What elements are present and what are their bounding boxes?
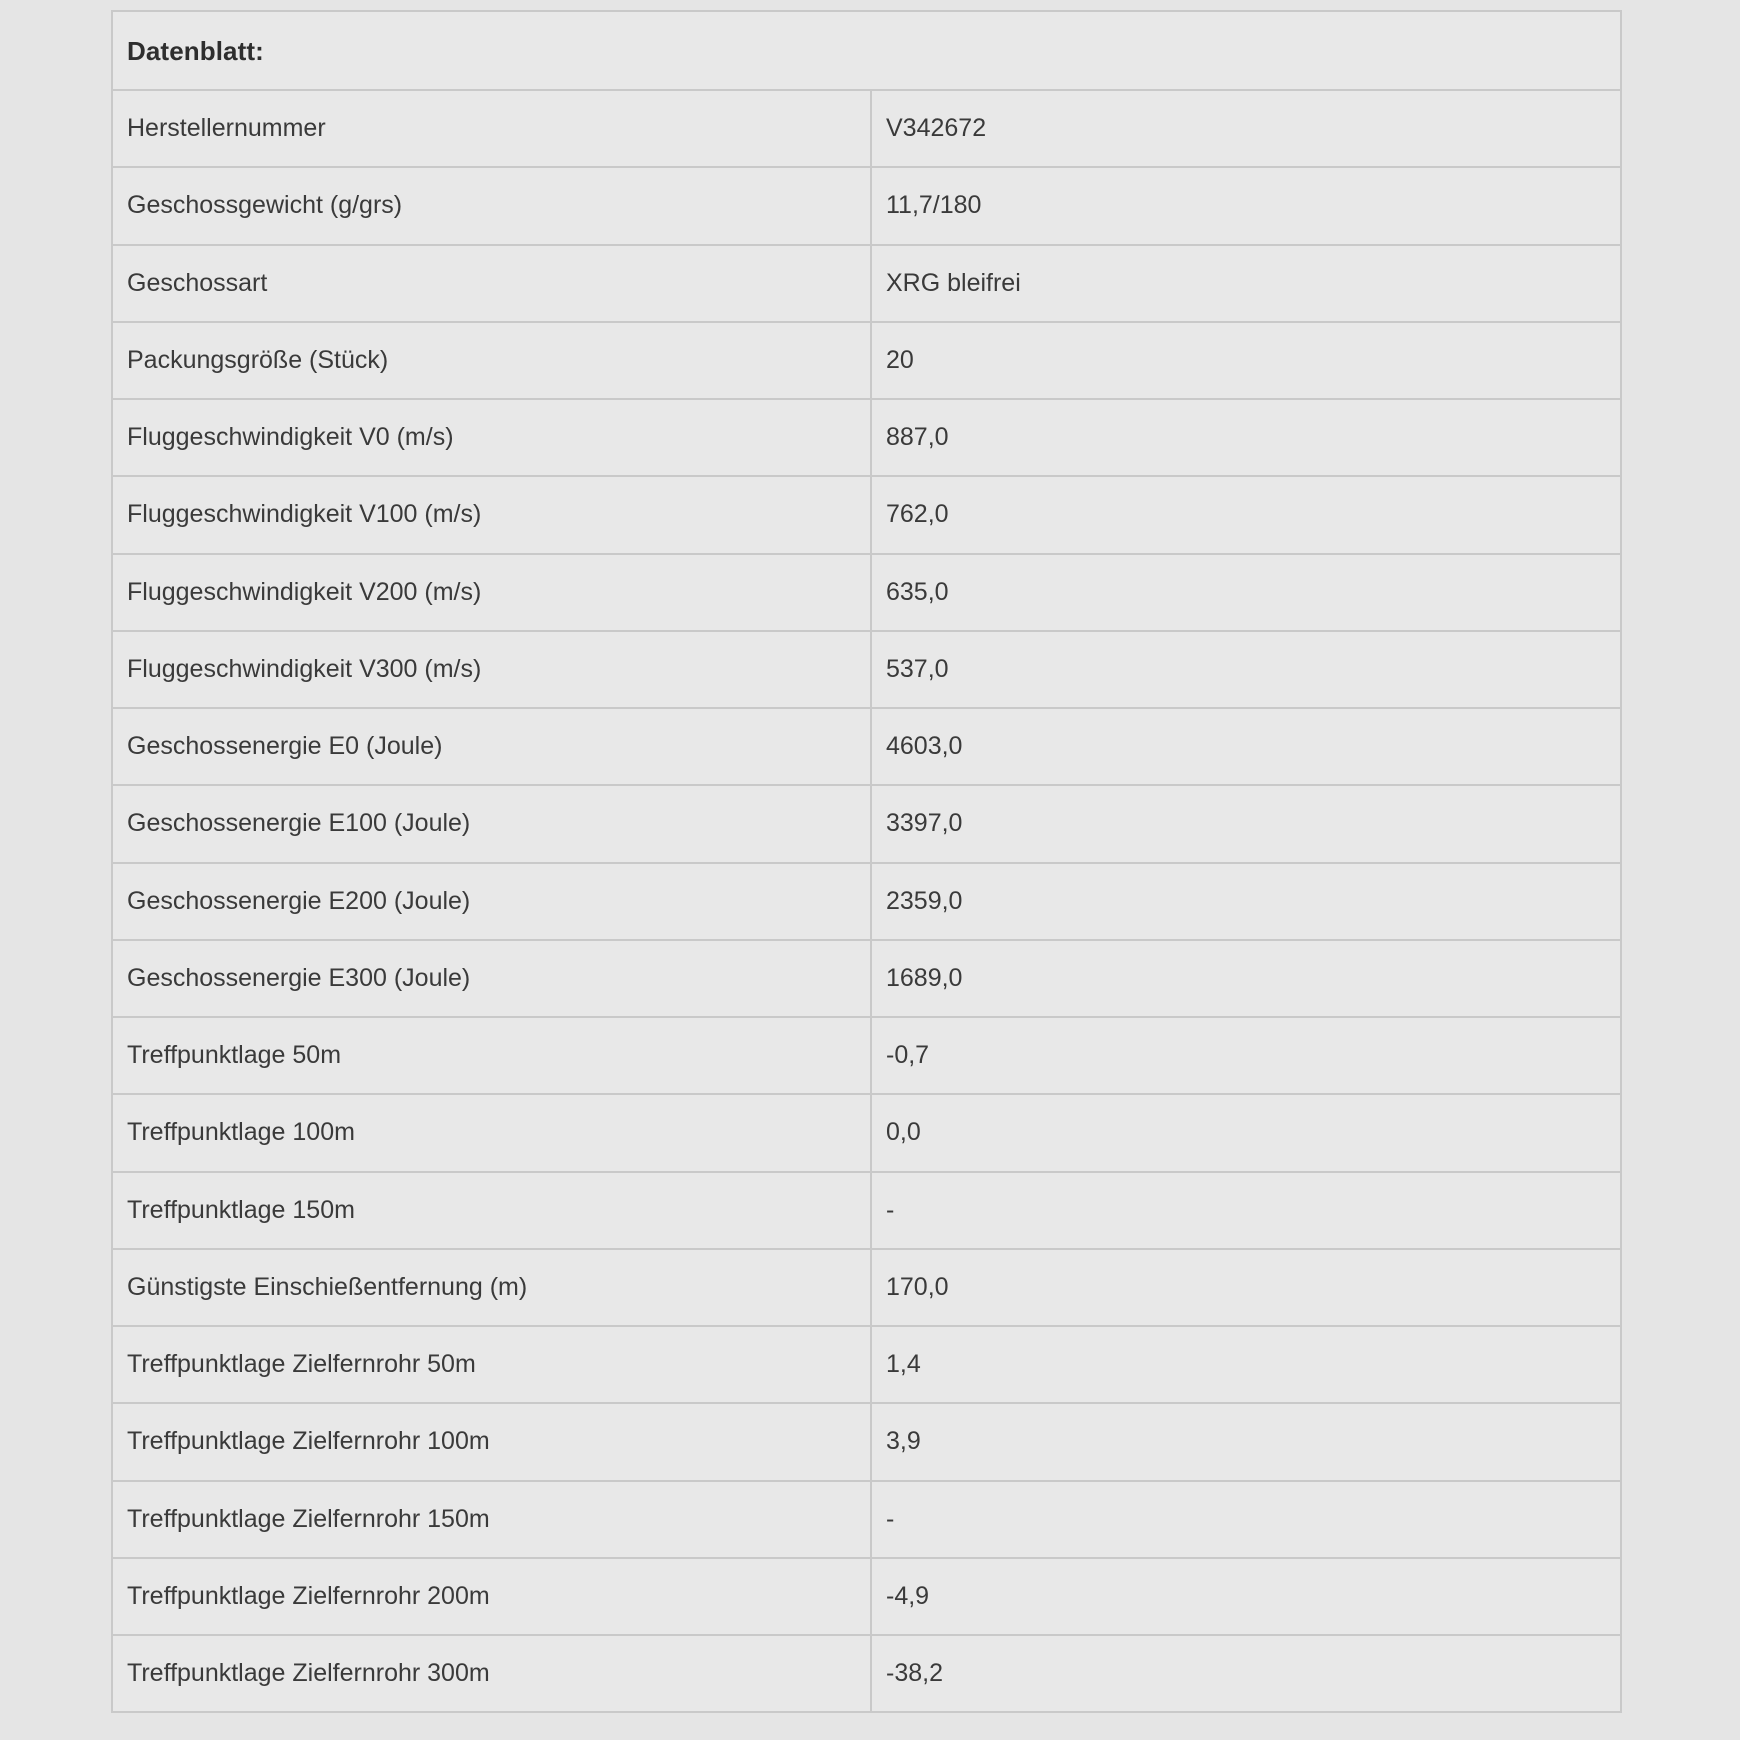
datasheet-table-header-row (112, 11, 1621, 90)
table-row (112, 1558, 1621, 1635)
table-cell-label: Geschossart (112, 245, 871, 322)
table-cell-label: Treffpunktlage Zielfernrohr 300m (112, 1635, 871, 1712)
table-row (112, 1326, 1621, 1403)
table-cell-label: Treffpunktlage 150m (112, 1172, 871, 1249)
table-row (112, 90, 1621, 167)
table-cell-value: 20 (871, 322, 1621, 399)
table-cell-label: Geschossenergie E300 (Joule) (112, 940, 871, 1017)
table-row (112, 1481, 1621, 1558)
table-cell-label: Geschossenergie E200 (Joule) (112, 863, 871, 940)
table-cell-label: Treffpunktlage Zielfernrohr 200m (112, 1558, 871, 1635)
table-cell-value: 3,9 (871, 1403, 1621, 1480)
table-cell-label: Treffpunktlage 100m (112, 1094, 871, 1171)
table-cell-label: Fluggeschwindigkeit V0 (m/s) (112, 399, 871, 476)
table-cell-label: Fluggeschwindigkeit V300 (m/s) (112, 631, 871, 708)
table-cell-label: Treffpunktlage Zielfernrohr 100m (112, 1403, 871, 1480)
table-cell-label: Günstigste Einschießentfernung (m) (112, 1249, 871, 1326)
table-row (112, 631, 1621, 708)
table-row (112, 1635, 1621, 1712)
table-row (112, 1249, 1621, 1326)
table-cell-label: Geschossenergie E100 (Joule) (112, 785, 871, 862)
table-cell-label: Treffpunktlage Zielfernrohr 150m (112, 1481, 871, 1558)
table-cell-label: Packungsgröße (Stück) (112, 322, 871, 399)
table-row (112, 1403, 1621, 1480)
table-cell-value: -38,2 (871, 1635, 1621, 1712)
table-cell-value: 635,0 (871, 554, 1621, 631)
table-cell-value: - (871, 1481, 1621, 1558)
table-row (112, 476, 1621, 553)
table-cell-value: 170,0 (871, 1249, 1621, 1326)
table-cell-value: 762,0 (871, 476, 1621, 553)
table-cell-label: Fluggeschwindigkeit V100 (m/s) (112, 476, 871, 553)
table-cell-value: 4603,0 (871, 708, 1621, 785)
table-row (112, 167, 1621, 244)
table-cell-value: 11,7/180 (871, 167, 1621, 244)
table-cell-value: 0,0 (871, 1094, 1621, 1171)
table-row (112, 708, 1621, 785)
table-cell-value: 1689,0 (871, 940, 1621, 1017)
table-cell-value: 887,0 (871, 399, 1621, 476)
table-cell-label: Treffpunktlage 50m (112, 1017, 871, 1094)
table-row (112, 1172, 1621, 1249)
table-cell-value: -0,7 (871, 1017, 1621, 1094)
table-row (112, 863, 1621, 940)
table-cell-value: - (871, 1172, 1621, 1249)
datasheet-title: Datenblatt: (112, 11, 1621, 90)
table-row (112, 940, 1621, 1017)
table-cell-value: 2359,0 (871, 863, 1621, 940)
table-cell-label: Treffpunktlage Zielfernrohr 50m (112, 1326, 871, 1403)
datasheet-table-body (112, 11, 1621, 1712)
table-row (112, 245, 1621, 322)
table-row (112, 1094, 1621, 1171)
table-cell-label: Geschossenergie E0 (Joule) (112, 708, 871, 785)
table-row (112, 322, 1621, 399)
table-cell-value: 537,0 (871, 631, 1621, 708)
table-cell-value: XRG bleifrei (871, 245, 1621, 322)
table-row (112, 554, 1621, 631)
table-cell-value: 3397,0 (871, 785, 1621, 862)
table-cell-label: Geschossgewicht (g/grs) (112, 167, 871, 244)
table-cell-value: 1,4 (871, 1326, 1621, 1403)
table-cell-label: Herstellernummer (112, 90, 871, 167)
table-row (112, 1017, 1621, 1094)
table-row (112, 399, 1621, 476)
datasheet-table-container (111, 10, 1620, 1713)
datasheet-table (111, 10, 1622, 1713)
table-cell-value: -4,9 (871, 1558, 1621, 1635)
table-cell-label: Fluggeschwindigkeit V200 (m/s) (112, 554, 871, 631)
table-cell-value: V342672 (871, 90, 1621, 167)
table-row (112, 785, 1621, 862)
